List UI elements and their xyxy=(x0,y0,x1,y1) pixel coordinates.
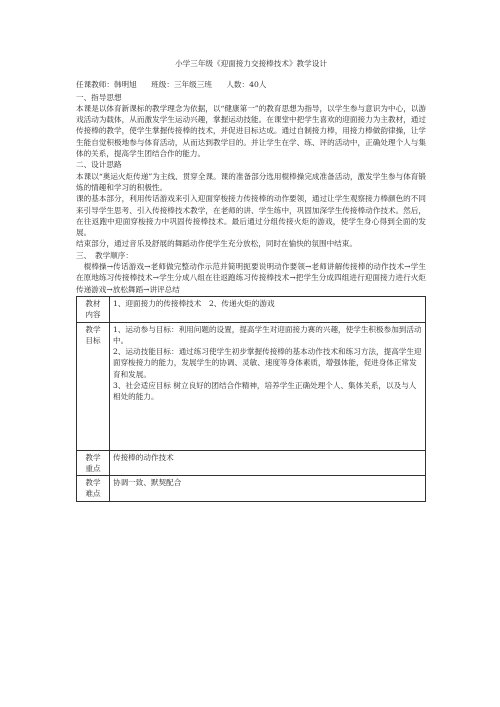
design-idea-para-3: 结束部分，通过音乐及舒展的舞蹈动作使学生充分放松，同时在愉快的氛围中结束。 xyxy=(76,239,357,249)
label-goals: 教学 目标 xyxy=(77,322,110,450)
teaching-order-body: 棍棒操→传话游戏→老师做完整动作示范并简明扼要说明动作要领→老师讲解传接棒的动作技术→学生在原地练习传接棒技术→学生分成八组在往返跑练习传接棒技术→把学生分成四组进行迎面接力进行火炬传递游戏→放松舞蹈→讲评总结 xyxy=(76,262,426,294)
lesson-plan-table xyxy=(76,296,426,502)
goal-skill: 2、运动技能目标：通过练习使学生初步掌握传接棒的基本动作技术和练习方法，提高学生迎面穿梭接力的能力，发展学生的协调、灵敏、速度等身体素质，增强体能，促进身体正常发育和发展。 xyxy=(113,347,422,379)
goal-participation: 1、运动参与目标：利用问题的设置，提高学生对迎面接力赛的兴趣，使学生积极参加到活动中。 xyxy=(113,324,422,345)
document-title: 小学三年级《迎面接力交接棒技术》教学设计 xyxy=(175,59,327,68)
section-heading-teaching-order: 三、 教学顺序： xyxy=(76,250,133,260)
class-name: 班级：三年级三班 xyxy=(151,80,212,90)
table-row-goals xyxy=(77,322,426,450)
table-row-material xyxy=(77,296,426,322)
content-difficulty: 协调一致、默契配合 xyxy=(110,476,426,502)
content-goals xyxy=(110,322,426,450)
student-count: 人数：40人 xyxy=(226,80,267,90)
design-idea-para-1: 本课以“奥运火炬传递”为主线、贯穿全课。课的准备部分选用棍棒操完成准备活动，激发学生参与体育锻炼的情趣和学习的积极性。 xyxy=(76,171,426,192)
teacher-name: 任课教师：韩明旭 xyxy=(76,80,137,90)
section-heading-design-idea: 二、设计思路 xyxy=(76,160,122,170)
lesson-plan-document xyxy=(76,58,426,502)
content-key-point: 传接棒的动作技术 xyxy=(110,450,426,476)
label-key-point: 教学 重点 xyxy=(77,450,110,476)
section-heading-guiding-thought: 一、指导思想 xyxy=(76,92,122,102)
design-idea-para-2: 课的基本部分，利用传话游戏来引入迎面穿梭接力传接棒的动作要领，通过让学生观察接力棒颜色的不同来引导学生思考、引入传接棒技术教学，在老师的讲、学生练中，巩固加深学生传接棒动作技术。然后，在往返跑中迎面穿梭接力中巩固传接棒技术。最后通过分组传接火炬的游戏，使学生身心得到全面的发展。 xyxy=(76,194,426,238)
label-material: 教材 内容 xyxy=(77,296,110,322)
table-row-difficulty xyxy=(77,476,426,502)
table-row-key-point xyxy=(77,450,426,476)
content-material: 1、迎面接力的传接棒技术 2、传递火炬的游戏 xyxy=(110,296,426,322)
goal-social: 3、社会适应目标 树立良好的团结合作精神，培养学生正确处理个人、集体关系，以及与人相处的能力。 xyxy=(113,381,417,402)
guiding-thought-body: 本课是以体育新课标的教学理念为依据，以“健康第一”的教育思想为指导，以学生参与意识为中心，以游戏活动为载体，从而激发学生运动兴趣，掌握运动技能。在课堂中把学生喜欢的迎面接力为主教材，通过传接棒的教学，使学生掌握传接棒的技术，并促进目标达成。通过自制接力棒，用接力棒做韵律操，让学生能自觉积极地参与体育活动，从而达到教学目的。并让学生在学、练、评的活动中，正确处理个人与集体的关系，提高学生团结合作的能力。 xyxy=(76,103,426,159)
label-difficulty: 教学 难点 xyxy=(77,476,110,502)
lesson-meta xyxy=(76,79,426,90)
